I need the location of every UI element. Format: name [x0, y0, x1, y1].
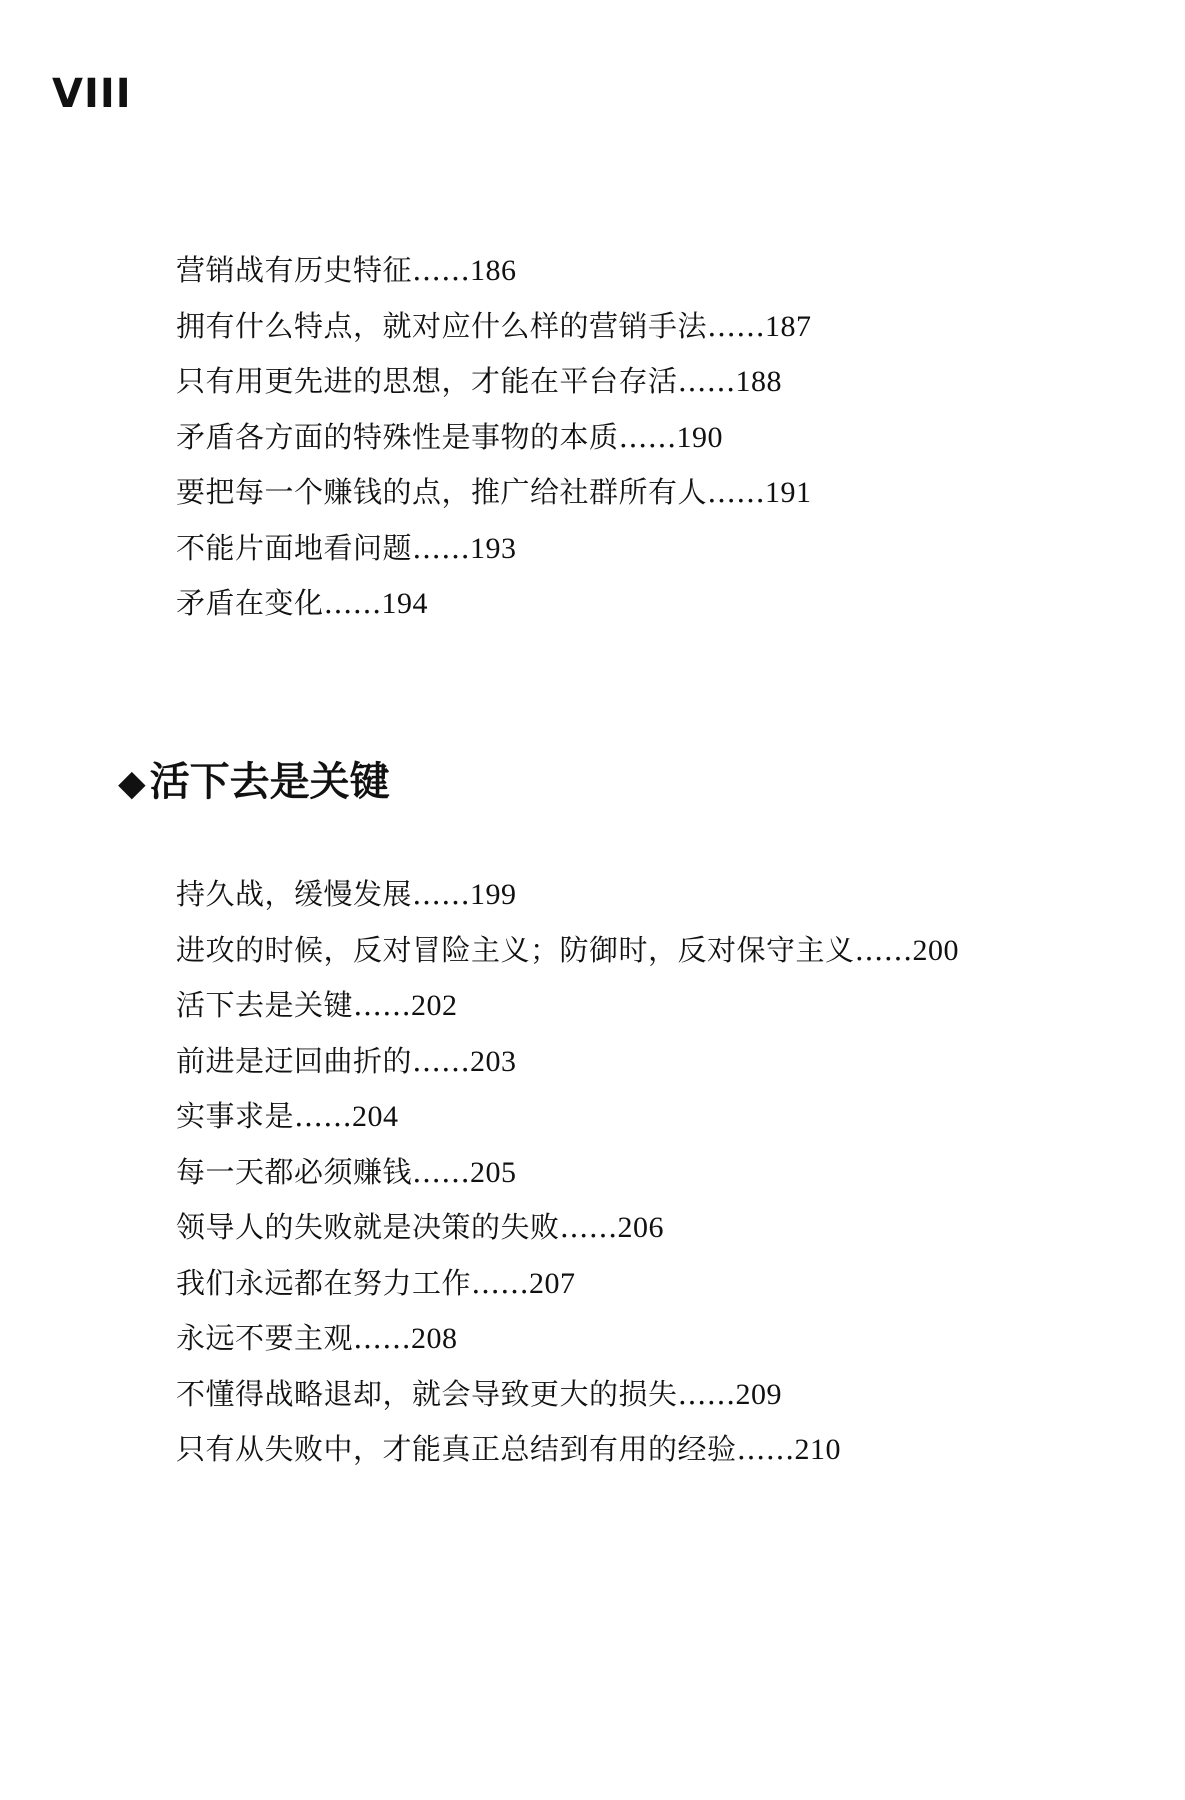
toc-entry-title: 只有用更先进的思想，才能在平台存活: [176, 364, 678, 398]
toc-entry: [176, 1429, 959, 1485]
toc-entry-page: 204: [352, 1100, 399, 1133]
toc-leader: ……: [854, 932, 913, 967]
toc-leader: ……: [677, 364, 736, 398]
toc-entry-page: 209: [735, 1377, 783, 1411]
toc-entry-title: 领导人的失败就是决策的失败: [176, 1210, 560, 1244]
toc-entry-title: 不能片面地看问题: [176, 530, 413, 565]
toc-leader: ……: [618, 419, 677, 454]
toc-entry: [176, 250, 812, 306]
toc-leader: ……: [736, 1432, 795, 1466]
toc-entry-page: 190: [676, 420, 724, 454]
toc-leader: ……: [707, 308, 766, 343]
toc-list: [176, 874, 959, 1485]
toc-leader: ……: [471, 1265, 530, 1300]
toc-entry: [176, 1263, 959, 1319]
toc-leader: ……: [294, 1099, 353, 1133]
toc-entry: [176, 1318, 959, 1374]
toc-entry: [176, 1152, 959, 1208]
toc-entry-page: 199: [470, 878, 517, 911]
toc-leader: ……: [412, 877, 471, 911]
toc-entry-page: 207: [529, 1266, 576, 1300]
toc-entry: [176, 361, 812, 417]
toc-entry: [176, 1374, 959, 1430]
toc-leader: ……: [412, 530, 471, 565]
toc-leader: ……: [353, 1321, 412, 1355]
toc-leader: ……: [559, 1210, 618, 1244]
diamond-icon: ◆: [118, 762, 146, 804]
toc-entry-title: 矛盾在变化: [176, 586, 324, 620]
toc-entry-page: 187: [765, 309, 812, 343]
toc-entry-page: 191: [765, 476, 812, 509]
toc-entry-title: 不懂得战略退却，就会导致更大的损失: [176, 1376, 678, 1411]
toc-leader: ……: [677, 1376, 736, 1411]
toc-entry-page: 203: [470, 1044, 517, 1078]
toc-entry: [176, 874, 959, 930]
toc-entry-title: 我们永远都在努力工作: [176, 1265, 472, 1300]
toc-entry-title: 拥有什么特点，就对应什么样的营销手法: [176, 308, 708, 343]
toc-leader: ……: [323, 586, 382, 620]
toc-entry-title: 营销战有历史特征: [176, 253, 413, 287]
toc-entry-page: 188: [735, 365, 783, 398]
toc-entry-title: 永远不要主观: [176, 1321, 354, 1355]
toc-entry: [176, 985, 959, 1041]
toc-list: [176, 250, 812, 639]
toc-entry-title: 实事求是: [176, 1099, 295, 1133]
toc-leader: ……: [412, 1043, 471, 1078]
toc-entry-title: 前进是迂回曲折的: [176, 1043, 413, 1078]
toc-entry-page: 202: [411, 989, 458, 1022]
toc-entry-title: 矛盾各方面的特殊性是事物的本质: [176, 419, 619, 454]
toc-entry-title: 每一天都必须赚钱: [176, 1154, 413, 1189]
toc-entry-title: 只有从失败中，才能真正总结到有用的经验: [176, 1432, 737, 1466]
toc-entry: [176, 1096, 959, 1152]
toc-entry: [176, 472, 812, 528]
toc-entry: [176, 583, 812, 639]
page-number: VIII: [52, 71, 132, 117]
toc-entry-title: 活下去是关键: [176, 988, 354, 1022]
section-heading-text: 活下去是关键: [149, 758, 390, 805]
toc-entry-page: 194: [381, 587, 429, 620]
toc-entry: [176, 930, 959, 986]
toc-entry-page: 210: [794, 1433, 842, 1466]
toc-entry-title: 持久战，缓慢发展: [176, 877, 413, 911]
toc-leader: ……: [412, 1154, 471, 1189]
toc-entry-title: 进攻的时候，反对冒险主义；防御时，反对保守主义: [176, 932, 855, 967]
toc-entry: [176, 1207, 959, 1263]
toc-entry: [176, 528, 812, 584]
toc-entry-page: 206: [617, 1211, 665, 1244]
toc-leader: ……: [707, 475, 766, 509]
section-heading: [118, 754, 390, 811]
toc-entry: [176, 417, 812, 473]
toc-entry: [176, 1041, 959, 1097]
toc-entry-page: 208: [411, 1322, 458, 1355]
toc-entry-page: 205: [470, 1155, 517, 1189]
toc-entry: [176, 306, 812, 362]
toc-leader: ……: [412, 253, 471, 287]
toc-entry-title: 要把每一个赚钱的点，推广给社群所有人: [176, 475, 708, 509]
toc-entry-page: 186: [470, 254, 517, 287]
toc-leader: ……: [353, 988, 412, 1022]
toc-entry-page: 200: [912, 933, 960, 967]
toc-entry-page: 193: [470, 531, 517, 565]
